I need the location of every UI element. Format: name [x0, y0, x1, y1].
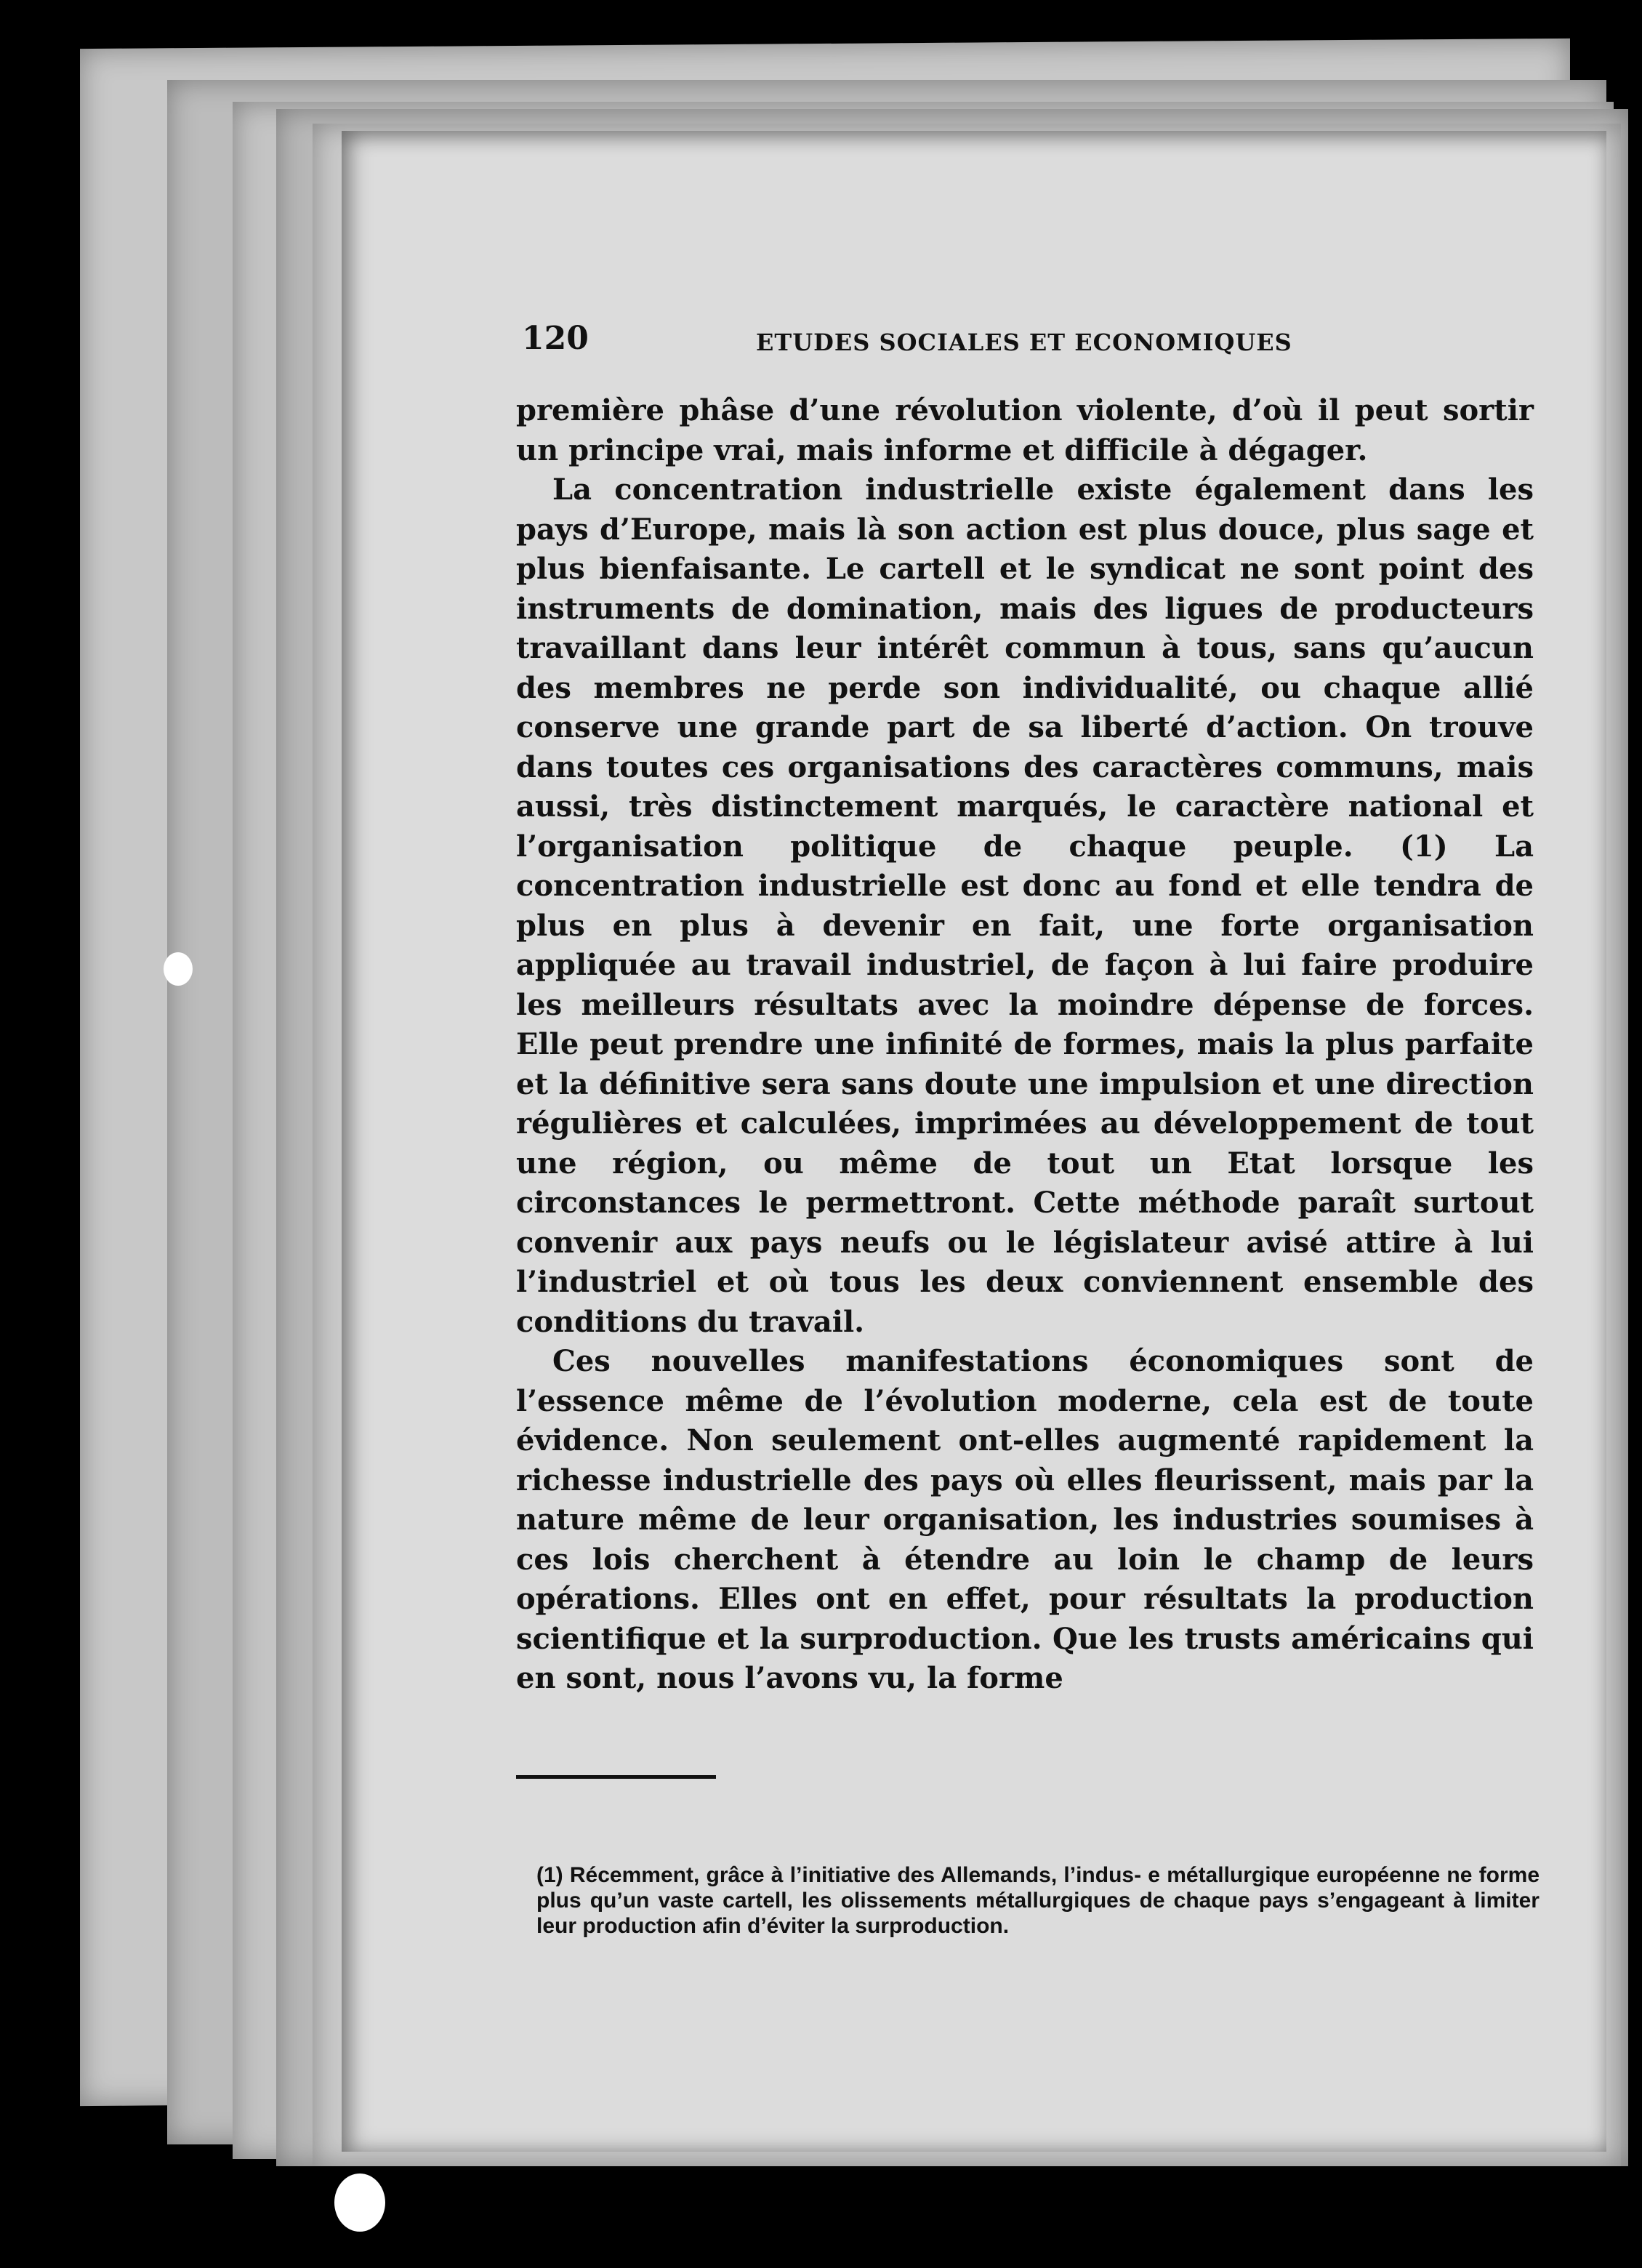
- paragraph: La concentration industrielle existe également dans les pays d’Europe, mais là son action est plus douce, plus sage et plus bienfaisante. Le cartell et le syndicat ne sont point des instruments de domination, mais des ligues de producteurs travaillant dans leur intérêt commun à tous, sans qu’aucun des membres ne perde son individualité, ou chaque allié conserve une grande part de sa liberté d’action. On trouve dans toutes ces organisations des caractères communs, mais aussi, très distinctement marqués, le caractère national et l’organisation politique de chaque peuple. (1) La concentration industrielle est donc au fond et elle tendra de plus en plus à devenir en fait, une forte organisation appliquée au travail industriel, de façon à lui faire produire les meilleurs résultats avec la moindre dépense de forces. Elle peut prendre une infinité de formes, mais la plus parfaite et la définitive sera sans doute une impulsion et une direction régulières et calculées, imprimées au développement de tout une région, ou même de tout un Etat lorsque les circonstances le permettront. Cette méthode paraît surtout convenir aux pays neufs ou le législateur avisé attire à lui l’industriel et où tous les deux conviennent ensemble des conditions du travail.: [516, 472, 1534, 1339]
- page-content: [516, 320, 1540, 1939]
- running-head: [516, 320, 1534, 371]
- scan-speck: [334, 2174, 385, 2232]
- footnote-rule: [516, 1775, 716, 1779]
- paragraph: première phâse d’une révolution violente, d’où il peut sortir un principe vrai, mais informe et difficile à dégager.: [516, 393, 1534, 467]
- scan-speck: [164, 952, 193, 986]
- page-number: 120: [522, 320, 589, 357]
- footnote: (1) Récemment, grâce à l’initiative des Allemands, l’indus- e métallurgique européenne ne forme plus qu’un vaste cartell, les olissements métallurgiques de chaque pays s’engageant à limiter leur production afin d’éviter la surproduction.: [536, 1862, 1540, 1938]
- body-text: [516, 391, 1534, 1699]
- paragraph: Ces nouvelles manifestations économiques sont de l’essence même de l’évolution moderne, cela est de toute évidence. Non seulement ont-elles augmenté rapidement la richesse industrielle des pays où elles fleurissent, mais par la nature même de leur organisation, les industries soumises à ces lois cherchent à étendre au loin le champ de leurs opérations. Elles ont en effet, pour résultats la production scientifique et la surproduction. Que les trusts américains qui en sont, nous l’avons vu, la forme: [516, 1344, 1534, 1695]
- running-title: ETUDES SOCIALES ET ECONOMIQUES: [756, 329, 1292, 356]
